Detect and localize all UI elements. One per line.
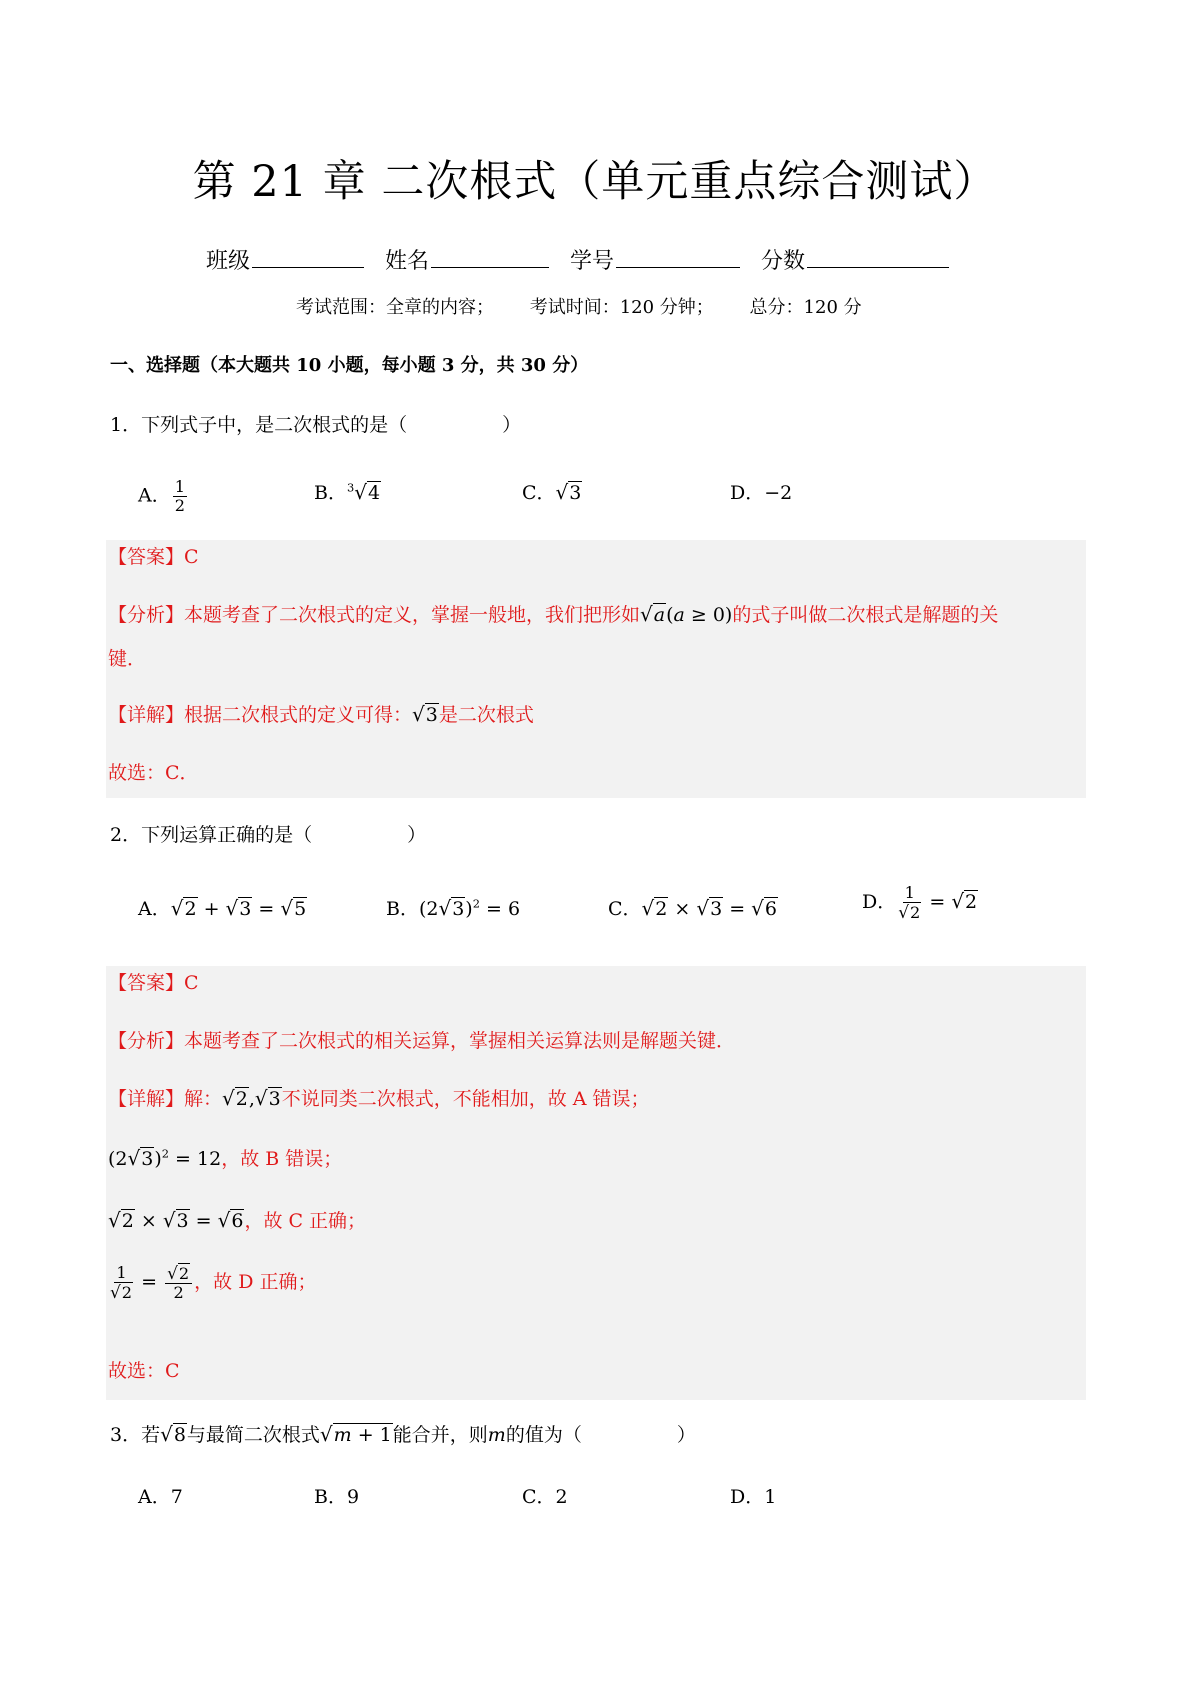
q2-choice: 故选：C [108, 1360, 180, 1382]
class-blank[interactable] [252, 247, 364, 268]
q1-option-d[interactable]: D．−2 [730, 482, 793, 504]
q1-option-b[interactable]: B．$^3$√4 [314, 480, 381, 504]
q1-detail: 【详解】根据二次根式的定义可得：√3是二次根式 [108, 702, 534, 726]
q3-option-c[interactable]: C．2 [522, 1486, 568, 1508]
q1-analysis-cont: 键． [108, 648, 147, 670]
q3-option-b[interactable]: B．9 [314, 1486, 360, 1508]
q2-detail-d: $\frac{1}{√2}$ = $\frac{√2}{2}$ ，故 D 正确； [110, 1263, 317, 1302]
exam-time: 考试时间：120 分钟； [529, 297, 714, 318]
q1-analysis: 【分析】本题考查了二次根式的定义，掌握一般地，我们把形如√a(a ≥ 0)的式子叫做二次根式是解题的关 [108, 602, 999, 626]
student-info-row [206, 244, 963, 275]
q1-answer: 【答案】C [108, 546, 199, 568]
question-2-stem: 2．下列运算正确的是（ ） [110, 824, 427, 846]
q2-option-d[interactable]: D． $\frac{1}{√2}$ = √2 [862, 883, 978, 922]
q3-option-d[interactable]: D．1 [730, 1486, 777, 1508]
q2-option-b[interactable]: B．$(2√3)^2 = 6$ [386, 896, 521, 920]
score-blank[interactable] [807, 247, 949, 268]
q1-answer-box [106, 540, 1086, 798]
q2-detail-b: $(2√3)^2 = 12$，故 B 错误； [108, 1146, 343, 1170]
id-blank[interactable] [616, 247, 740, 268]
exam-total: 总分：120 分 [749, 297, 862, 318]
score-label: 分数 [761, 249, 806, 274]
exam-range: 考试范围：全章的内容； [296, 297, 494, 318]
question-3-stem: 3．若√8与最简二次根式√m + 1能合并，则m的值为（ ） [110, 1422, 696, 1446]
q2-option-c[interactable]: C．√2 × √3 = √6 [608, 896, 777, 920]
page-title: 第 21 章 二次根式（单元重点综合测试） [192, 157, 998, 207]
q2-option-a[interactable]: A．√2 + √3 = √5 [138, 896, 307, 920]
q2-detail-c: √2 × √3 = √6，故 C 正确； [108, 1208, 367, 1232]
name-blank[interactable] [431, 247, 549, 268]
exam-scope-line [296, 293, 892, 319]
section-heading: 一、选择题（本大题共 10 小题，每小题 3 分，共 30 分） [110, 355, 589, 376]
q1-option-c[interactable]: C．√3 [522, 480, 582, 504]
q2-detail: 【详解】解：√2,√3不说同类二次根式，不能相加，故 A 错误； [108, 1086, 650, 1110]
q1-choice: 故选：C． [108, 762, 199, 784]
name-label: 姓名 [385, 249, 430, 274]
id-label: 学号 [570, 249, 615, 274]
class-label: 班级 [206, 249, 251, 274]
q2-answer-box [106, 966, 1086, 1400]
q1-option-a[interactable]: A． $\frac{1}{2}$ [138, 477, 186, 515]
question-1-stem: 1．下列式子中，是二次根式的是（ ） [110, 414, 522, 436]
q3-option-a[interactable]: A．7 [138, 1486, 183, 1508]
q2-answer: 【答案】C [108, 972, 199, 994]
q2-analysis: 【分析】本题考查了二次根式的相关运算，掌握相关运算法则是解题关键． [108, 1030, 736, 1052]
